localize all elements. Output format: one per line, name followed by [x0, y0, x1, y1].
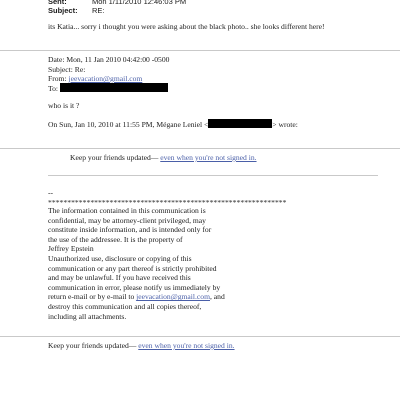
divider-middle [0, 148, 400, 149]
disclaimer-line: constitute inside information, and is intended only for [48, 225, 212, 235]
promo-text-2: Keep your friends updated— [48, 341, 139, 350]
quoted-attribution [48, 119, 298, 130]
signature-dashes: -- [48, 188, 54, 197]
disclaimer-line: communication or any part thereof is strictly prohibited [48, 263, 217, 273]
redaction-block-sender [208, 119, 272, 128]
disclaimer-line: communication in error, please notify us immediately by [48, 282, 221, 292]
quoted-subject-line: Subject: Re: [48, 64, 86, 74]
disclaimer-line: Jeffrey Epstein [48, 244, 94, 254]
subject-value: RE: [92, 6, 105, 15]
divider-bottom [0, 336, 400, 337]
quoted-date-line: Date: Mon, 11 Jan 2010 04:42:00 -0500 [48, 55, 170, 64]
sent-value: Mon 1/11/2010 12:46:03 PM [92, 0, 187, 6]
disclaimer-block [48, 206, 225, 321]
disclaimer-line: destroy this communication and all copies thereof, [48, 301, 202, 311]
divider-signature [48, 175, 378, 176]
disclaimer-line: and may be unlawful. If you have received this [48, 273, 191, 283]
redaction-block-to [60, 83, 168, 92]
reply-message-text: its Katia... sorry i thought you were asking about the black photo.. she looks different here! [48, 22, 325, 31]
email-line-prefix: return e-mail or by e-mail to [48, 292, 137, 302]
disclaimer-line: including all attachments. [48, 311, 127, 321]
disclaimer-email-line [48, 292, 225, 302]
attribution-prefix: On Sun, Jan 10, 2010 at 11:55 PM, Mégane Leniel < [48, 120, 209, 129]
promo-link-2[interactable]: even when you're not signed in. [138, 341, 235, 350]
email-line-suffix: , and [209, 292, 225, 302]
subject-label: Subject: [48, 6, 78, 15]
sent-label: Sent: [48, 0, 67, 6]
quoted-to-line [48, 83, 168, 94]
attribution-suffix: > wrote: [272, 120, 298, 129]
disclaimer-line: Unauthorized use, disclosure or copying of this [48, 253, 192, 263]
disclaimer-line: confidential, may be attorney-client privileged, may [48, 215, 206, 225]
promo-line-1 [70, 153, 257, 163]
promo-line-2 [48, 341, 235, 351]
signature-stars: ************************************************************** [48, 197, 287, 207]
disclaimer-email-link[interactable]: jeevacation@gmail.com [136, 292, 210, 302]
from-label: From: [48, 74, 69, 83]
divider-top [0, 50, 400, 51]
disclaimer-line: the use of the addressee. It is the property of [48, 234, 183, 244]
quoted-question: who is it ? [48, 101, 80, 110]
from-email-link[interactable]: jeevacation@gmail.com [68, 74, 143, 83]
promo-text-1: Keep your friends updated— [70, 153, 161, 162]
promo-link-1[interactable]: even when you're not signed in. [160, 153, 257, 162]
to-label: To: [48, 84, 60, 93]
disclaimer-line: The information contained in this communication is [48, 206, 206, 215]
